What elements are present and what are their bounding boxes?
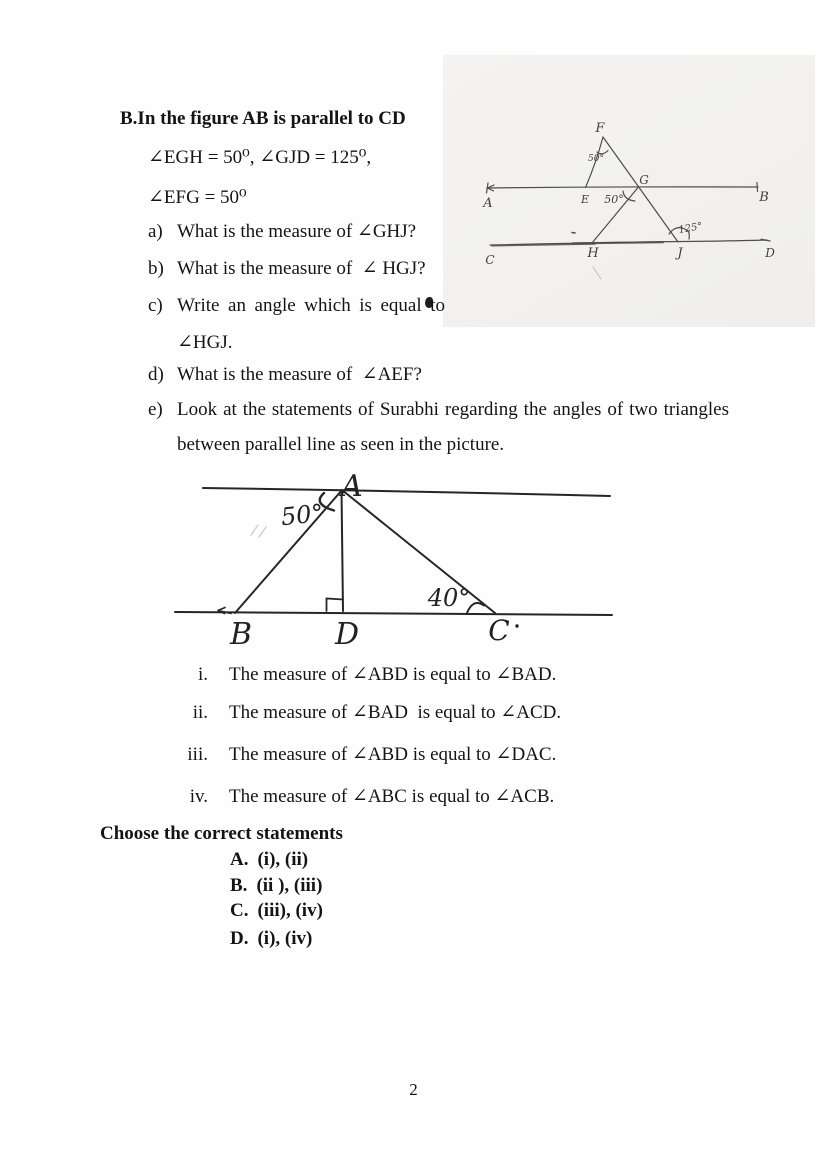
statement-row-iii — [150, 743, 556, 767]
bottom-parallel-line — [175, 612, 612, 615]
part-d-text: What is the measure of ∠AEF? — [177, 364, 422, 385]
option-C-text: (iii), (iv) — [257, 900, 323, 921]
stray-smudge — [593, 267, 601, 279]
part-e-text: Look at the statements of Surabhi regarding the angles of two triangles — [177, 399, 729, 420]
question-part-d — [148, 363, 422, 387]
option-C-label: C. — [230, 900, 249, 921]
line-CD-overdraw-2 — [573, 242, 663, 243]
point-label-E: E — [580, 193, 590, 206]
question-part-a — [148, 220, 416, 244]
tick-B-end — [757, 183, 758, 192]
part-c-label: c) — [148, 295, 163, 316]
segment-FGJ — [603, 137, 678, 242]
statement-row-i — [150, 663, 556, 687]
part-c-text: Write an angle which is equal to — [177, 295, 445, 316]
angle-label-at-J: 125° — [677, 221, 704, 237]
scanned-figure-region — [443, 55, 815, 327]
figure-triangle-drawing — [165, 463, 625, 655]
question-heading: B.In the figure AB is parallel to CD — [120, 108, 406, 129]
point-label-H: H — [587, 246, 599, 261]
question-part-b — [148, 257, 426, 281]
triangle-figure-region — [165, 463, 625, 655]
option-A-label: A. — [230, 849, 249, 870]
option-A-text: (i), (ii) — [257, 849, 309, 870]
right-angle-mark-D — [327, 599, 344, 612]
option-row-B — [230, 874, 322, 898]
part-e-label: e) — [148, 399, 163, 420]
point-label-B: B — [759, 190, 769, 205]
angle-label-at-C: 40° — [427, 584, 471, 612]
statement-iii-text: The measure of ∠ABD is equal to ∠DAC. — [229, 744, 557, 765]
statement-ii-text: The measure of ∠BAD is equal to ∠ACD. — [229, 702, 562, 723]
point-label-C: C — [485, 253, 495, 267]
point-label-G: G — [639, 173, 649, 187]
option-B-label: B. — [230, 875, 248, 896]
figure-parallel-lines-drawing — [443, 55, 815, 327]
point-label-A: A — [341, 469, 363, 504]
point-label-D: D — [334, 617, 360, 652]
option-row-D — [230, 927, 312, 951]
point-label-J: J — [677, 246, 683, 261]
point-label-C: C — [488, 614, 510, 647]
part-b-text: What is the measure of ∠ HGJ? — [177, 258, 426, 279]
question-part-c-line2: ∠HGJ. — [177, 332, 233, 353]
point-label-D: D — [765, 246, 775, 260]
statement-row-ii — [150, 701, 561, 725]
given-angles-line-2: ∠EFG = 50⁰ — [148, 187, 247, 208]
part-b-label: b) — [148, 258, 164, 279]
part-a-text: What is the measure of ∠GHJ? — [177, 221, 417, 242]
statement-i-label: i. — [197, 664, 208, 685]
top-parallel-line — [203, 488, 610, 496]
dot-after-C — [515, 624, 518, 627]
point-label-B: B — [229, 617, 253, 652]
statement-iii-label: iii. — [187, 744, 208, 765]
option-D-text: (i), (iv) — [257, 928, 313, 949]
part-a-label: a) — [148, 221, 163, 242]
stray-dot — [572, 233, 575, 234]
statement-iv-text: The measure of ∠ABC is equal to ∠ACB. — [229, 786, 555, 807]
segment-AD — [342, 490, 344, 611]
angle-label-at-G: 50° — [604, 193, 624, 206]
statement-ii-label: ii. — [192, 702, 208, 723]
point-label-A: A — [483, 196, 493, 211]
statement-iv-label: iv. — [189, 786, 208, 807]
question-part-e-line2: between parallel line as seen in the picture. — [177, 434, 505, 455]
option-B-text: (ii ), (iii) — [256, 875, 323, 896]
option-row-A — [230, 848, 308, 872]
point-label-F: F — [595, 121, 605, 136]
question-part-e — [148, 398, 729, 422]
question-part-c — [148, 294, 445, 318]
angle-label-at-F: 50° — [588, 154, 604, 164]
pencil-smudge — [251, 525, 266, 537]
page-number: 2 — [409, 1080, 418, 1099]
angle-label-at-A: 50° — [279, 498, 325, 532]
statement-i-text: The measure of ∠ABD is equal to ∠BAD. — [229, 664, 557, 685]
option-D-label: D. — [230, 928, 249, 949]
part-d-label: d) — [148, 364, 164, 385]
segment-AC — [342, 490, 495, 613]
option-row-C — [230, 899, 323, 923]
line-AB — [487, 187, 758, 188]
choose-prompt: Choose the correct statements — [100, 823, 343, 844]
statement-row-iv — [150, 785, 554, 809]
given-angles-line-1: ∠EGH = 50⁰, ∠GJD = 125⁰, — [148, 147, 372, 168]
